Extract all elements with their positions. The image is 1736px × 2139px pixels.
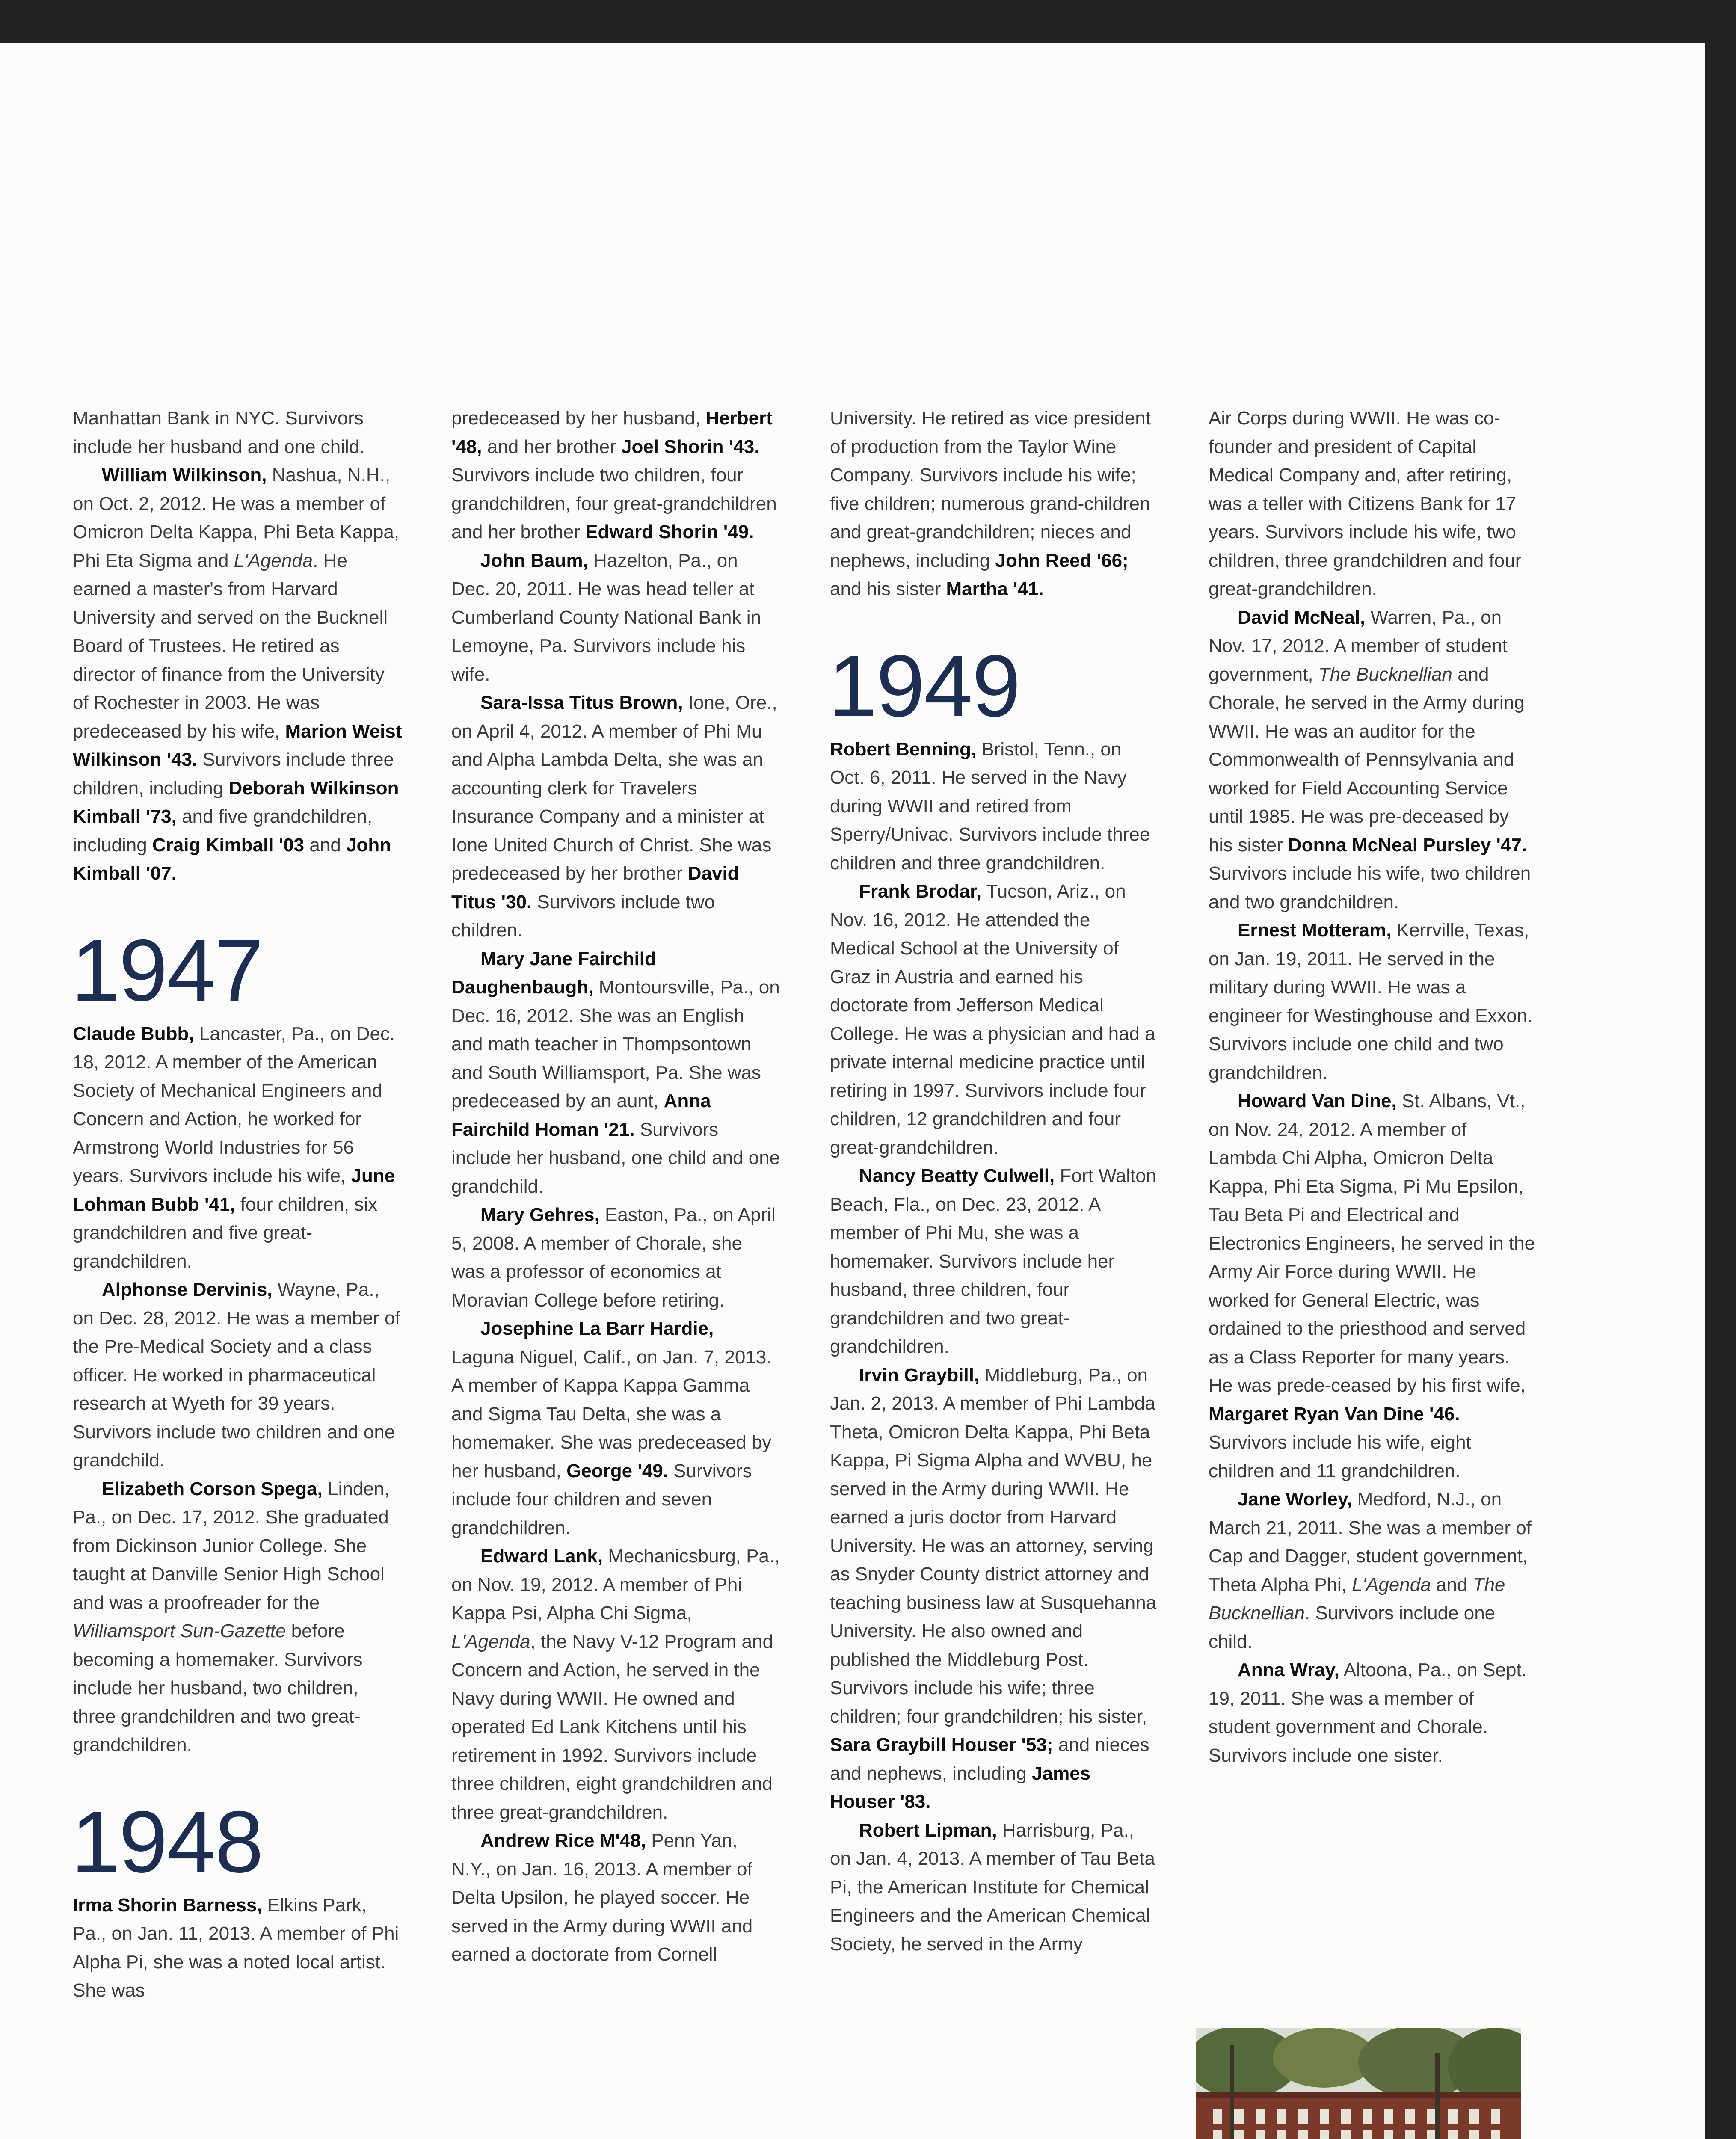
obituary-entry: Robert Benning, Bristol, Tenn., on Oct. 6, 2011. He served in the Navy during WWII and retired from Sperry/Univac. Survivors include three children and three grandchildren. <box>830 738 1150 874</box>
obituary-continued: Manhattan Bank in NYC. Survivors include her husband and one child. <box>73 408 365 457</box>
obituary-name: Mary Jane Fairchild Daughenbaugh, <box>451 948 656 998</box>
obituary-entry: Howard Van Dine, St. Albans, Vt., on Nov. 24, 2012. A member of Lambda Chi Alpha, Omicron Delta Kappa, Phi Eta Sigma, Pi Mu Epsilon, Tau Beta Pi and Electrical and Electronics Engineers, he served in the Army Air Force during WWII. He worked for General Electric, was ordained to the priesthood and served as a Class Reporter for many years. He was prede-ceased by his first wife, Margaret Ryan Van Dine '46. Survivors include his wife, eight children and 11 grandchildren. <box>1209 1090 1535 1481</box>
obituary-continued: Air Corps during WWII. He was co-founder and president of Capital Medical Company and, after retiring, was a teller with Citizens Bank for 17 years. Survivors include his wife, two children, three grandchildren and four great-grandchildren. <box>1209 408 1522 599</box>
campus-photo <box>1196 2028 1521 2139</box>
obituary-name: Elizabeth Corson Spega, <box>102 1478 323 1499</box>
obituary-entry: Sara-Issa Titus Brown, Ione, Ore., on April 4, 2012. A member of Phi Mu and Alpha Lambda Delta, she was an accounting clerk for Travelers Insurance Company and a minister at Ione United Church of Christ. She was predeceased by her brother David Titus '30. Survivors include two children. <box>451 692 777 941</box>
column-3 <box>830 404 1159 1958</box>
obituary-name: Anna Wray, <box>1238 1659 1339 1680</box>
obituary-continued: predeceased by her husband, Herbert '48, and her brother Joel Shorin '43. Survivors include two children, four grandchildren, four great-grandchildren and her brother Edward Shorin '49. <box>451 408 777 542</box>
obituary-entry: Frank Brodar, Tucson, Ariz., on Nov. 16, 2012. He attended the Medical School at the University of Graz in Austria and earned his doctorate from Jefferson Medical College. He was a physician and had a private internal medicine practice until retiring in 1997. Survivors include four children, 12 grandchildren and four great-grandchildren. <box>830 881 1155 1158</box>
obituary-name: John Baum, <box>480 550 588 571</box>
obituary-entry: Mary Gehres, Easton, Pa., on April 5, 2008. A member of Chorale, she was a professor of economics at Moravian College before retiring. <box>451 1204 776 1311</box>
obituary-name: Robert Lipman, <box>859 1819 997 1841</box>
column-2 <box>451 404 781 1969</box>
obituary-entry: Robert Lipman, Harrisburg, Pa., on Jan. 4, 2013. A member of Tau Beta Pi, the American Institute for Chemical Engineers and the American Chemical Society, he served in the Army <box>830 1819 1155 1955</box>
obituary-name: Claude Bubb, <box>73 1023 194 1044</box>
obituary-entry: David McNeal, Warren, Pa., on Nov. 17, 2012. A member of student government, The Bucknellian and Chorale, he served in the Army during WWII. He was an auditor for the Commonwealth of Pennsylvania and worked for Field Accounting Service until 1985. He was pre-deceased by his sister Donna McNeal Pursley '47. Survivors include his wife, two children and two grandchildren. <box>1209 607 1531 912</box>
obituary-name: Irvin Graybill, <box>859 1364 980 1386</box>
obituary-entry: Josephine La Barr Hardie, Laguna Niguel, Calif., on Jan. 7, 2013. A member of Kappa Kappa Gamma and Sigma Tau Delta, she was a homemaker. She was predeceased by her husband, George '49. Survivors include four children and seven grandchildren. <box>451 1318 772 1538</box>
obituary-entry: Irvin Graybill, Middleburg, Pa., on Jan. 2, 2013. A member of Phi Lambda Theta, Omicron Delta Kappa, Phi Beta Kappa, Pi Sigma Alpha and WVBU, he served in the Army during WWII. He earned a juris doctor from Harvard University. He was an attorney, serving as Snyder County district attorney and teaching business law at Susquehanna University. He also owned and published the Middleburg Post. Survivors include his wife; three children; four grandchildren; his sister, Sara Graybill Houser '53; and nieces and nephews, including James Houser '83. <box>830 1364 1157 1812</box>
magazine-page <box>0 43 1705 2139</box>
obituary-entry: Nancy Beatty Culwell, Fort Walton Beach, Fla., on Dec. 23, 2012. A member of Phi Mu, she was a homemaker. Survivors include her husband, three children, four grandchildren and two great-grandchildren. <box>830 1165 1157 1357</box>
obituary-continued: University. He retired as vice president of production from the Taylor Wine Company. Survivors include his wife; five children; numerous grand-children and great-grandchildren; nieces and nephews, including John Reed '66; and his sister Martha '41. <box>830 408 1151 599</box>
obituary-entry: Claude Bubb, Lancaster, Pa., on Dec. 18, 2012. A member of the American Society of Mechanical Engineers and Concern and Action, he worked for Armstrong World Industries for 56 years. Survivors include his wife, June Lohman Bubb '41, four children, six grandchildren and five great-grandchildren. <box>73 1023 395 1272</box>
obituary-entry: Mary Jane Fairchild Daughenbaugh, Montoursville, Pa., on Dec. 16, 2012. She was an English and math teacher in Thompsontown and South Williamsport, Pa. She was predeceased by an aunt, Anna Fairchild Homan '21. Survivors include her husband, one child and one grandchild. <box>451 948 780 1197</box>
obituary-name: David McNeal, <box>1238 607 1366 628</box>
obituary-name: Robert Benning, <box>830 738 977 760</box>
column-1 <box>73 404 402 2005</box>
class-year-heading: 1947 <box>71 921 263 1019</box>
column-4 <box>1209 404 1538 1770</box>
campus-building-image <box>1196 2028 1521 2139</box>
obituary-name: William Wilkinson, <box>102 465 267 486</box>
obituary-entry: Anna Wray, Altoona, Pa., on Sept. 19, 2011. She was a member of student government and Chorale. Survivors include one sister. <box>1209 1659 1527 1766</box>
obituary-name: Frank Brodar, <box>859 881 982 902</box>
obituary-name: Andrew Rice M'48, <box>480 1830 646 1851</box>
obituary-entry: Andrew Rice M'48, Penn Yan, N.Y., on Jan. 16, 2013. A member of Delta Upsilon, he played soccer. He served in the Army during WWII and earned a doctorate from Cornell <box>451 1830 753 1965</box>
class-year-heading: 1948 <box>71 1792 263 1891</box>
obituary-entry: Jane Worley, Medford, N.J., on March 21, 2011. She was a member of Cap and Dagger, student government, Theta Alpha Phi, L'Agenda and The Bucknellian. Survivors include one child. <box>1209 1489 1532 1652</box>
obituary-entry: Alphonse Dervinis, Wayne, Pa., on Dec. 28, 2012. He was a member of the Pre-Medical Society and a class officer. He worked in pharmaceutical research at Wyeth for 39 years. Survivors include two children and one grandchild. <box>73 1279 400 1471</box>
obituary-name: Nancy Beatty Culwell, <box>859 1165 1055 1186</box>
obituary-name: Howard Van Dine, <box>1238 1090 1397 1111</box>
obituary-name: Josephine La Barr Hardie, <box>480 1318 714 1339</box>
obituary-name: Ernest Motteram, <box>1238 920 1392 941</box>
obituary-entry: Ernest Motteram, Kerrville, Texas, on Jan. 19, 2011. He served in the military during WWII. He was a engineer for Westinghouse and Exxon. Survivors include one child and two grandchildren. <box>1209 920 1533 1083</box>
obituary-entry: Edward Lank, Mechanicsburg, Pa., on Nov. 19, 2012. A member of Phi Kappa Psi, Alpha Chi Sigma, L'Agenda, the Navy V-12 Program and Concern and Action, he served in the Navy during WWII. He owned and operated Ed Lank Kitchens until his retirement in 1992. Survivors include three children, eight grandchildren and three great-grandchildren. <box>451 1546 780 1823</box>
obituary-name: Irma Shorin Barness, <box>73 1894 262 1916</box>
obituary-entry: William Wilkinson, Nashua, N.H., on Oct. 2, 2012. He was a member of Omicron Delta Kappa, Phi Beta Kappa, Phi Eta Sigma and L'Agenda. He earned a master's from Harvard University and served on the Bucknell Board of Trustees. He retired as director of finance from the University of Rochester in 2003. He was predeceased by his wife, Marion Weist Wilkinson '43. Survivors include three children, including Deborah Wilkinson Kimball '73, and five grandchildren, including Craig Kimball '03 and John Kimball '07. <box>73 465 402 884</box>
obituary-name: Sara-Issa Titus Brown, <box>480 692 683 713</box>
obituary-entry: Irma Shorin Barness, Elkins Park, Pa., on Jan. 11, 2013. A member of Phi Alpha Pi, she was a noted local artist. She was <box>73 1894 399 2001</box>
obituary-entry: John Baum, Hazelton, Pa., on Dec. 20, 2011. He was head teller at Cumberland County National Bank in Lemoyne, Pa. Survivors include his wife. <box>451 550 761 685</box>
obituary-name: Edward Lank, <box>480 1546 603 1567</box>
obituary-name: Alphonse Dervinis, <box>102 1279 273 1300</box>
class-year-heading: 1949 <box>828 637 1020 735</box>
obituary-entry: Elizabeth Corson Spega, Linden, Pa., on Dec. 17, 2012. She graduated from Dickinson Junior College. She taught at Danville Senior High School and was a proofreader for the Williamsport Sun-Gazette before becoming a homemaker. Survivors include her husband, two children, three grandchildren and two great-grandchildren. <box>73 1478 390 1755</box>
obituary-name: Mary Gehres, <box>480 1204 600 1225</box>
obituary-name: Jane Worley, <box>1238 1489 1352 1510</box>
